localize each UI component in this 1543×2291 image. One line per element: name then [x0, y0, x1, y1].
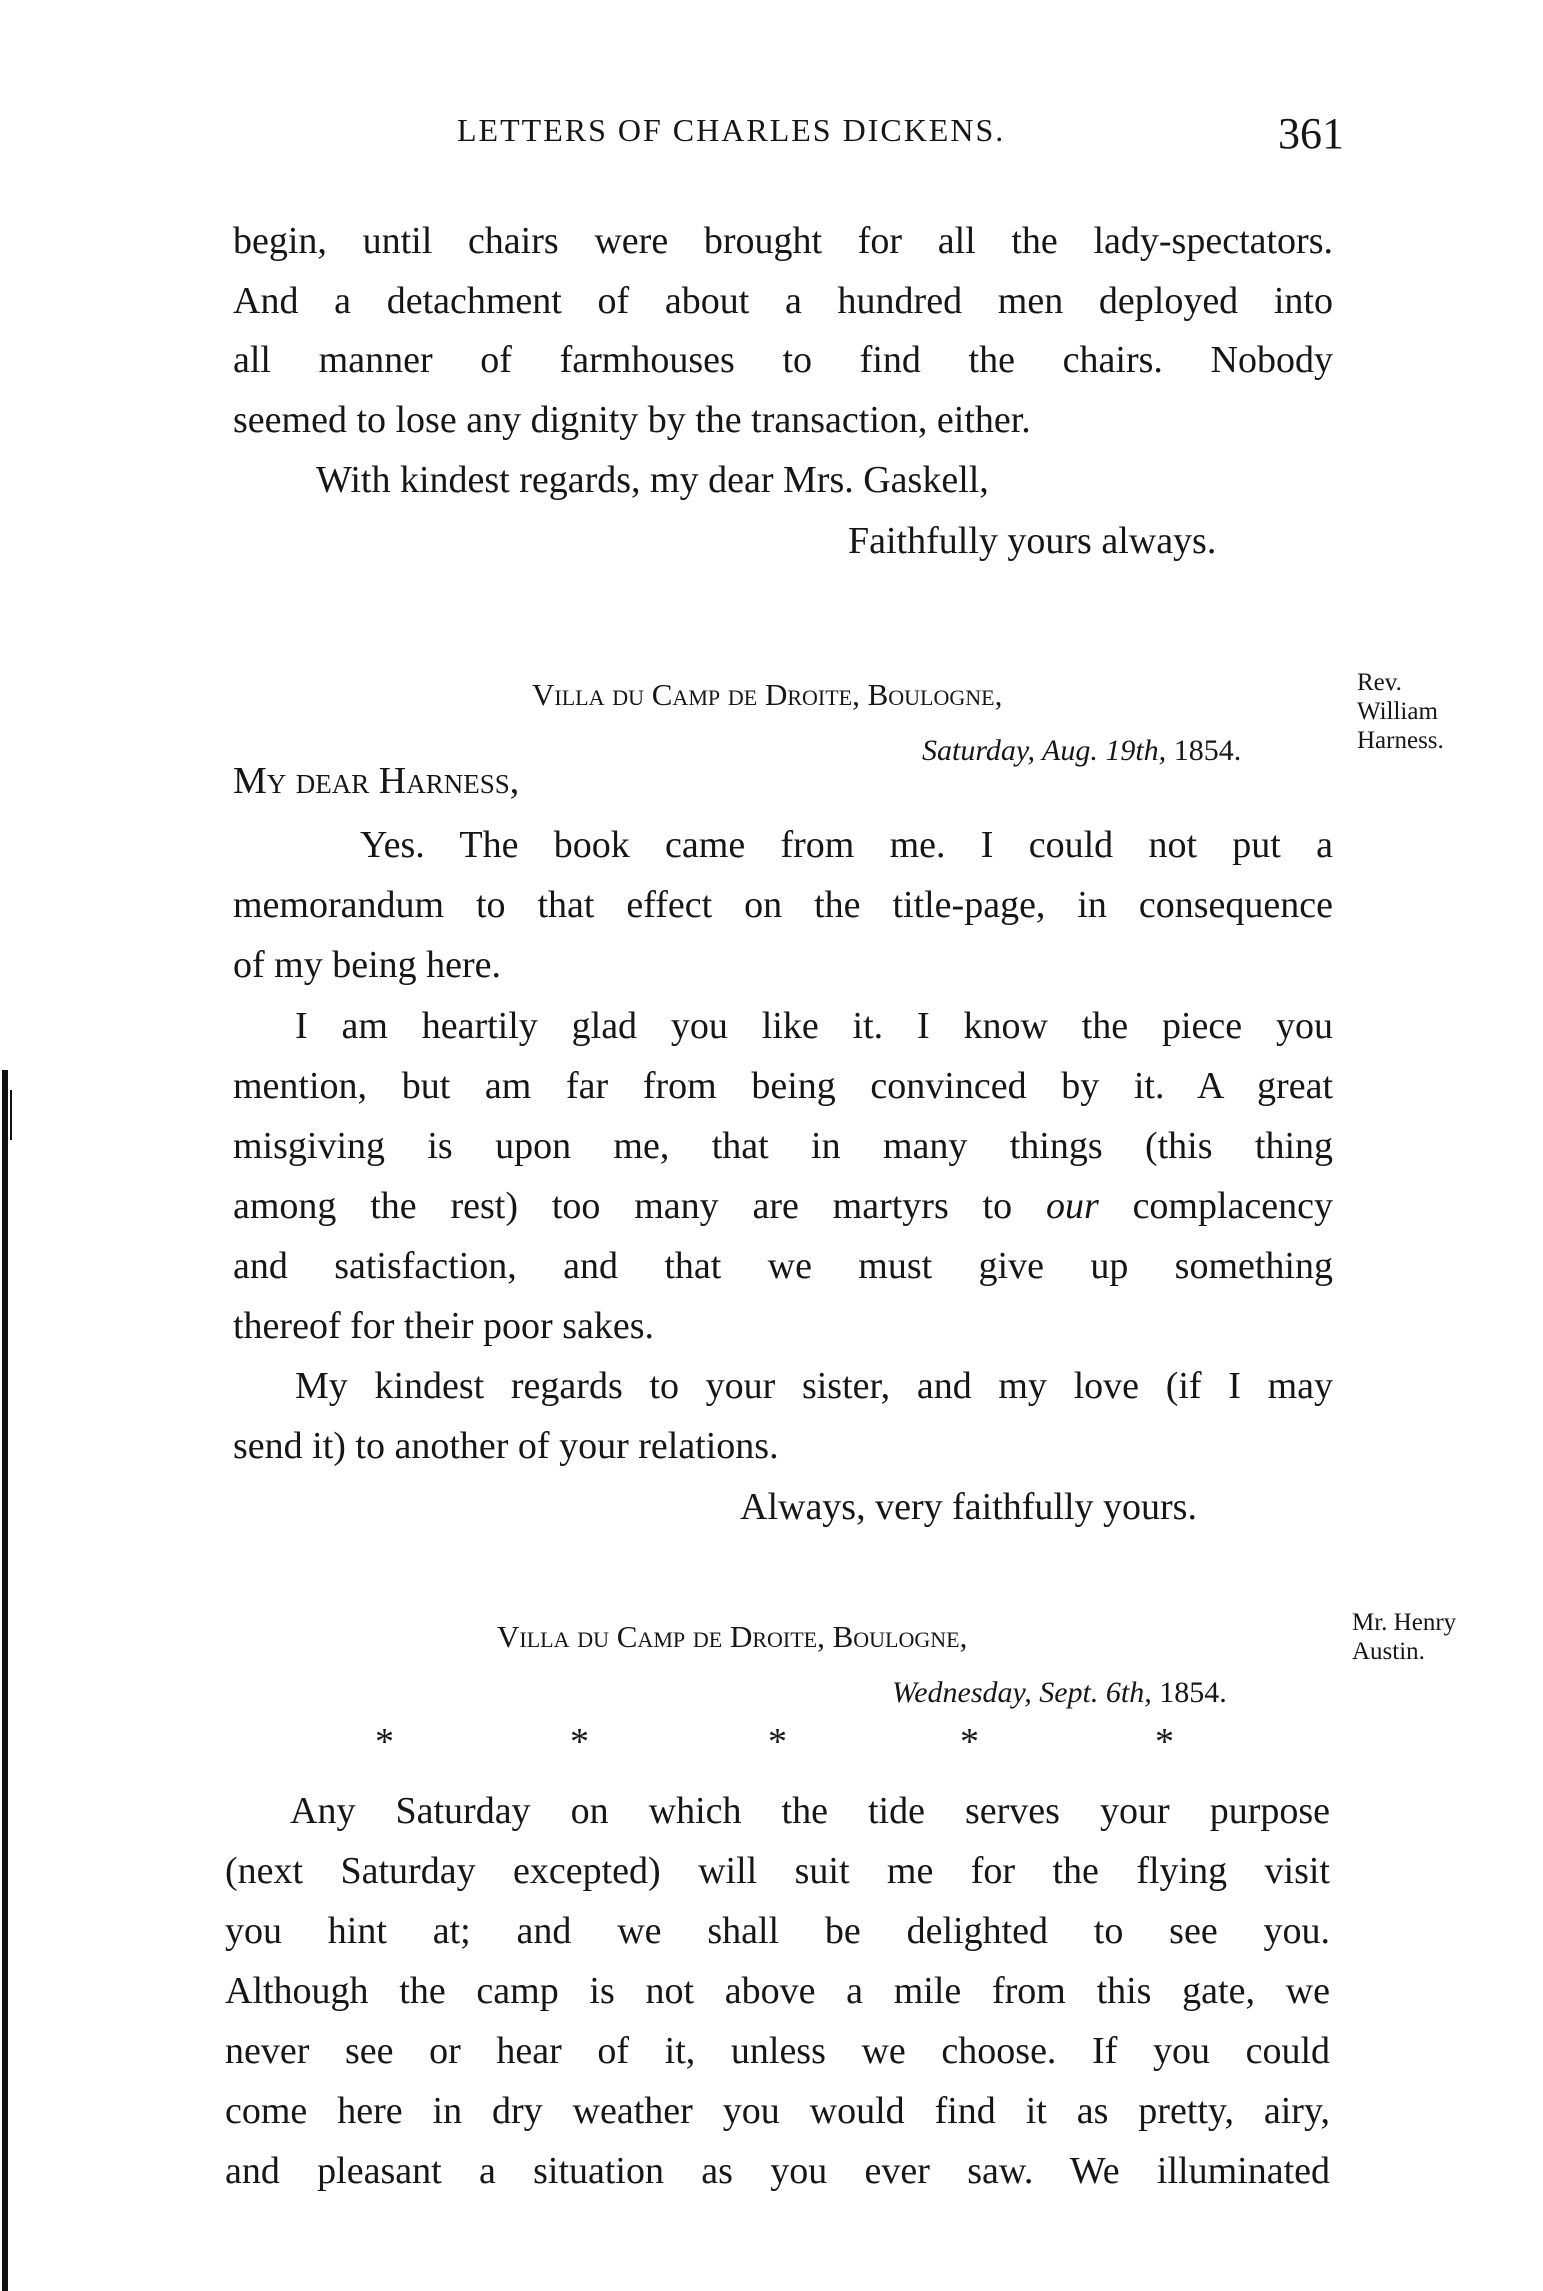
- recipient-note-line: William: [1357, 698, 1438, 725]
- text-line: come here in dry weather you would find it as pretty, airy,: [225, 2090, 1330, 2132]
- text-line: begin, until chairs were brought for all the lady-spectators.: [233, 220, 1333, 262]
- running-head: LETTERS OF CHARLES DICKENS.: [457, 112, 1006, 148]
- recipient-note-line: Rev.: [1357, 669, 1402, 696]
- letter-date-day: Saturday, Aug. 19th,: [922, 734, 1167, 767]
- recipient-margin-note: [1352, 1608, 1456, 1666]
- letter-date: [892, 1670, 1227, 1716]
- letter-address: Villa du Camp de Droite, Boulogne,: [497, 1619, 968, 1654]
- text-line: I am heartily glad you like it. I know the piece you: [295, 1005, 1333, 1047]
- text-line: Yes. The book came from me. I could not put a: [360, 824, 1333, 866]
- text-line: misgiving is upon me, that in many things (this thing: [233, 1125, 1333, 1167]
- recipient-margin-note: [1357, 668, 1444, 755]
- text-line: and pleasant a situation as you ever saw. We illuminated: [225, 2150, 1330, 2192]
- text-line: My kindest regards to your sister, and my love (if I may: [295, 1365, 1333, 1407]
- recipient-note-line: Mr. Henry: [1352, 1609, 1457, 1636]
- text-line: never see or hear of it, unless we choose. If you could: [225, 2030, 1330, 2072]
- text-line: of my being here.: [233, 944, 502, 986]
- letter-address: Villa du Camp de Droite, Boulogne,: [532, 677, 1003, 712]
- text-line: send it) to another of your relations.: [233, 1425, 779, 1467]
- text-line: mention, but am far from being convinced by it. A great: [233, 1065, 1333, 1107]
- text-line: And a detachment of about a hundred men deployed into: [233, 280, 1333, 322]
- asterisk-separator: *: [570, 1721, 589, 1763]
- salutation: My dear Harness,: [233, 760, 520, 802]
- text-segment: complacency: [1132, 1185, 1334, 1227]
- letter-date-year: 1854.: [1173, 734, 1242, 767]
- asterisk-separator: *: [1155, 1721, 1174, 1763]
- letter-signoff: Always, very faithfully yours.: [740, 1486, 1197, 1528]
- text-line: (next Saturday excepted) will suit me for the flying visit: [225, 1850, 1330, 1892]
- asterisk-separator: *: [768, 1721, 787, 1763]
- asterisk-separator: *: [960, 1721, 979, 1763]
- text-line: seemed to lose any dignity by the transaction, either.: [233, 399, 1031, 441]
- emphasis-text: our: [1045, 1185, 1099, 1227]
- letter-closing: With kindest regards, my dear Mrs. Gaskell,: [316, 459, 989, 501]
- letter-date-day: Wednesday, Sept. 6th,: [892, 1676, 1152, 1709]
- page-number: 361: [1278, 109, 1344, 158]
- recipient-note-line: Austin.: [1352, 1638, 1425, 1665]
- text-line: all manner of farmhouses to find the chairs. Nobody: [233, 339, 1333, 381]
- letter-date-year: 1854.: [1159, 1676, 1227, 1709]
- binding-edge-mark: [10, 1090, 12, 1140]
- text-line: memorandum to that effect on the title-page, in consequence: [233, 884, 1333, 926]
- text-line: Although the camp is not above a mile from this gate, we: [225, 1970, 1330, 2012]
- text-line: [233, 1183, 1333, 1229]
- letter-date: [922, 728, 1241, 774]
- text-line: Any Saturday on which the tide serves your purpose: [290, 1790, 1330, 1832]
- binding-edge-mark: [2, 1070, 8, 2291]
- recipient-note-line: Harness.: [1357, 727, 1444, 754]
- text-line: you hint at; and we shall be delighted to see you.: [225, 1910, 1330, 1952]
- text-line: and satisfaction, and that we must give up something: [233, 1245, 1333, 1287]
- letter-signoff: Faithfully yours always.: [848, 520, 1217, 562]
- text-segment: among the rest) too many are martyrs to: [233, 1185, 1013, 1227]
- text-line: thereof for their poor sakes.: [233, 1305, 655, 1347]
- asterisk-separator: *: [375, 1721, 394, 1763]
